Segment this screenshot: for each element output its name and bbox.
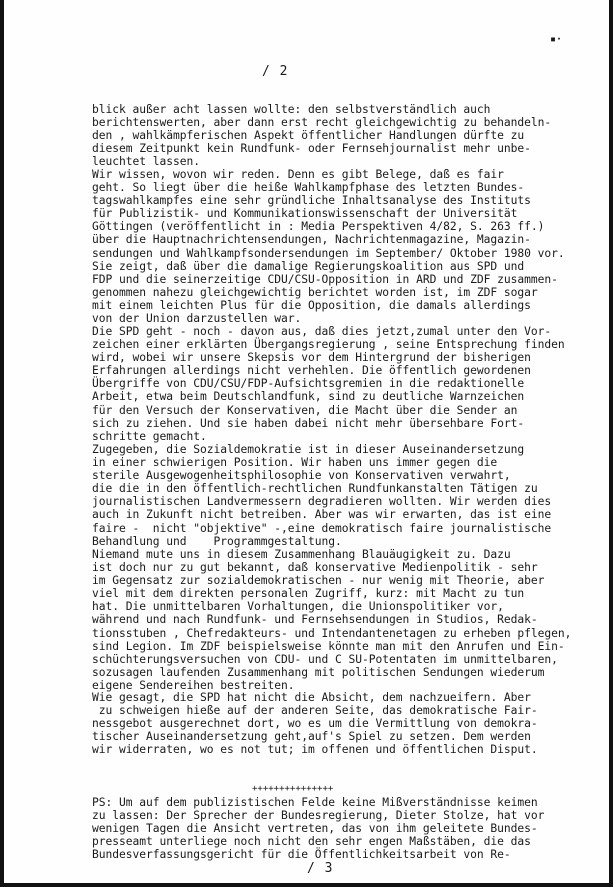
text-line: Wie gesagt, die SPD hat nicht die Absicht, dem nachzueifern. Aber (92, 691, 531, 704)
text-line: im Gegensatz zur sozialdemokratischen - nur wenig mit Theorie, aber (92, 574, 545, 588)
text-line: Arbeit, etwa beim Deutschlandfunk, sind zu deutliche Warnzeichen (92, 390, 525, 404)
page-number-bottom: / 3 (307, 861, 334, 876)
paragraph-3 (92, 325, 592, 443)
text-line: Niemand mute uns in diesem Zusammenhang Blauäugigkeit zu. Dazu (92, 548, 511, 561)
text-line: viel mit dem direkten personalen Zugriff, kurz: mit Macht zu tun (92, 587, 525, 601)
text-line: Übergriffe von CDU/CSU/FDP-Aufsichtsgremien in die redaktionelle (92, 377, 525, 391)
text-line: ist doch nur zu gut bekannt, daß konservative Medienpolitik - sehr (92, 561, 538, 575)
text-line: zeichen einer erklärten Übergangsregierung , seine Entsprechung finden (92, 338, 565, 352)
text-line: leuchtet lassen. (92, 155, 201, 169)
text-line: sterile Ausgewogenheitsphilosophie von Konservativen verwahrt, (92, 469, 511, 483)
text-line: presseamt unterliege noch nicht den sehr engen Maßstäben, die das (92, 835, 531, 849)
text-line: die die in den öffentlich-rechtlichen Rundfunkanstalten Tätigen zu (92, 482, 538, 496)
text-line: eigene Sendereihen bestreiten. (92, 678, 295, 692)
text-line: sind Legion. Im ZDF beispielsweise könnte man mit den Anrufen und Ein- (92, 639, 565, 653)
text-line: Die SPD geht - noch - davon aus, daß dies jetzt,zumal unter den Vor- (92, 325, 552, 338)
text-line: wird, wobei wir unsere Skepsis vor dem Hintergrund der bisherigen (92, 351, 531, 365)
text-line: geht. So liegt über die heiße Wahlkampfphase des letzten Bundes- (92, 181, 525, 195)
text-line: für den Versuch der Konservativen, die Macht über die Sender an (92, 403, 518, 417)
text-line: wenigen Tagen die Ansicht vertreten, das von ihm geleitete Bundes- (92, 822, 538, 836)
text-line: tischer Auseinandersetzung geht,auf's Spiel zu setzen. Dem werden (92, 730, 531, 744)
text-line: mit einem leichten Plus für die Opposition, die damals allerdings (92, 298, 531, 312)
paragraph-5 (92, 548, 592, 692)
paragraph-1 (92, 103, 592, 168)
text-line: Behandlung und Programmgestaltung. (92, 534, 342, 548)
text-line: schritte gemacht. (92, 429, 207, 443)
text-line: tionsstuben , Chefredakteurs- und Intendantenetagen zu erheben pflegen, (92, 626, 572, 640)
paragraph-4 (92, 443, 592, 548)
text-line: sendungen und Wahlkampfsondersendungen im September/ Oktober 1980 vor. (92, 246, 565, 260)
text-line: berichtenswerten, aber dann erst recht gleichgewichtig zu behandeln- (92, 116, 552, 130)
text-line: wir widerraten, wo es not tut; im offenen und öffentlichen Disput. (92, 743, 538, 757)
text-line: Erfahrungen allerdings nicht verhehlen. Die öffentlich gewordenen (92, 364, 531, 378)
corner-mark: ▪· (550, 34, 563, 45)
text-line: tagswahlkampfes eine sehr gründliche Inhaltsanalyse des Instituts (92, 194, 531, 208)
text-line: während und nach Rundfunk- und Fernsehsendungen in Studios, Redak- (92, 613, 538, 627)
separator-line: +++++++++++++++ (252, 784, 334, 794)
text-line: über die Hauptnachrichtensendungen, Nachrichtenmagazine, Magazin- (92, 233, 531, 247)
text-line: sich zu ziehen. Und sie haben dabei nicht mehr übersehbare Fort- (92, 416, 525, 430)
paragraph-2 (92, 168, 592, 325)
paragraph-6 (92, 691, 592, 756)
text-line: diesem Zeitpunkt kein Rundfunk- oder Fernsehjournalist mehr unbe- (92, 142, 531, 156)
text-line: genommen nahezu gleichgewichtig berichtet worden ist, im ZDF sogar (92, 285, 538, 299)
text-line: den , wahlkämpferischen Aspekt öffentlicher Handlungen dürfte zu (92, 129, 525, 143)
text-line: Zugegeben, die Sozialdemokratie ist in dieser Auseinandersetzung (92, 443, 525, 456)
text-line: sozusagen laufenden Zusammenhang mit politischen Sendungen wiederum (92, 665, 545, 679)
text-line: FDP und die seinerzeitige CDU/CSU-Opposition in ARD und ZDF zusammen- (92, 272, 558, 286)
text-line: Sie zeigt, daß über die damalige Regierungskoalition aus SPD und (92, 259, 525, 273)
text-line: Bundesverfassungsgericht für die Öffentlichkeitsarbeit von Re- (92, 848, 511, 862)
text-line: für Publizistik- und Kommunikationswissenschaft der Universität (92, 207, 518, 221)
text-line: von der Union darzustellen war. (92, 312, 302, 326)
text-line: journalistischen Landvermessern degradieren wollten. Wir werden dies (92, 495, 552, 509)
text-line: in einer schwierigen Position. Wir haben uns immer gegen die (92, 456, 498, 470)
text-line: auch in Zukunft nicht betreiben. Aber was wir erwarten, das ist eine (92, 508, 552, 522)
text-line: Wir wissen, wovon wir reden. Denn es gibt Belege, daß es fair (92, 168, 504, 181)
text-line: PS: Um auf dem publizistischen Felde keine Mißverständnisse keimen (92, 796, 538, 809)
text-line: Göttingen (veröffentlicht in : Media Perspektiven 4/82, S. 263 ff.) (92, 220, 545, 234)
page-number-top: / 2 (262, 64, 289, 79)
text-line: schüchterungsversuchen von CDU- und C SU-Potentaten im unmittelbaren, (92, 652, 558, 666)
text-line: faire - nicht "objektive" -,eine demokratisch faire journalistische (92, 521, 552, 535)
text-line: zu lassen: Der Sprecher der Bundesregierung, Dieter Stolze, hat vor (92, 809, 545, 823)
text-line: hat. Die unmittelbaren Vorhaltungen, die Unionspolitiker vor, (92, 600, 504, 614)
text-line: blick außer acht lassen wollte: den selbstverständlich auch (92, 103, 491, 116)
paragraph-7 (92, 796, 592, 861)
text-line: zu schweigen hieße auf der anderen Seite, das demokratische Fair- (92, 704, 538, 718)
text-line: nessgebot ausgerechnet dort, wo es um die Vermittlung von demokra- (92, 717, 538, 731)
